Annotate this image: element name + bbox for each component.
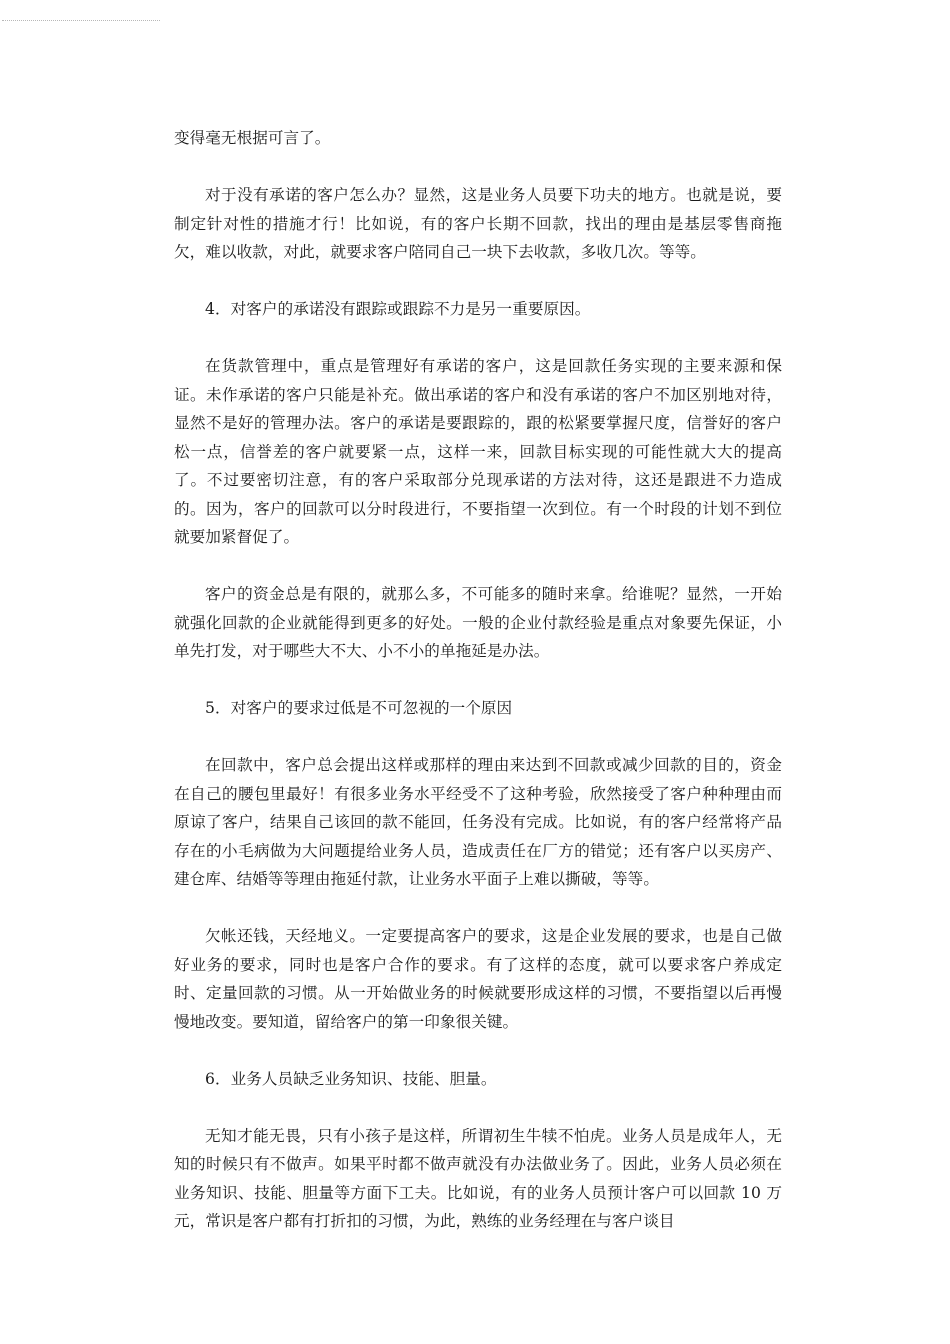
paragraph-gap xyxy=(174,666,782,695)
paragraph: 在回款中，客户总会提出这样或那样的理由来达到不回款或减少回款的目的，资金在自己的腰包里最好！有很多业务水平经受不了这种考验，欣然接受了客户种种理由而原谅了客户，结果自己该回的款不能回，任务没有完成。比如说，有的客户经常将产品存在的小毛病做为大问题提给业务人员，造成责任在厂方的错觉；还有客户以买房产、建仓库、结婚等等理由拖延付款，让业务水平面子上难以撕破，等等。 xyxy=(174,756,782,888)
section-heading: 5．对客户的要求过低是不可忽视的一个原因 xyxy=(205,699,513,717)
paragraph-gap xyxy=(174,1093,782,1122)
section-heading: 4．对客户的承诺没有跟踪或跟踪不力是另一重要原因。 xyxy=(205,300,591,318)
paragraph: 对于没有承诺的客户怎么办？显然，这是业务人员要下功夫的地方。也就是说，要制定针对性的措施才行！比如说，有的客户长期不回款，找出的理由是基层零售商拖欠，难以收款，对此，就要求客户陪同自己一块下去收款，多收几次。等等。 xyxy=(174,186,782,261)
paragraph-gap xyxy=(174,267,782,296)
paragraph-gap xyxy=(174,552,782,581)
page-header-rule xyxy=(2,20,160,22)
paragraph: 无知才能无畏，只有小孩子是这样，所谓初生牛犊不怕虎。业务人员是成年人，无知的时候只有不做声。如果平时都不做声就没有办法做业务了。因此，业务人员必须在业务知识、技能、胆量等方面下工夫。比如说，有的业务人员预计客户可以回款 10 万元，常识是客户都有打折扣的习惯，为此，熟练的业务经理在与客户谈目 xyxy=(174,1126,782,1230)
paragraph: 欠帐还钱，天经地义。一定要提高客户的要求，这是企业发展的要求，也是自己做好业务的要求，同时也是客户合作的要求。有了这样的态度，就可以要求客户养成定时、定量回款的习惯。从一开始做业务的时候就要形成这样的习惯，不要指望以后再慢慢地改变。要知道，留给客户的第一印象很关键。 xyxy=(174,927,782,1031)
paragraph-gap xyxy=(174,1036,782,1065)
paragraph: 客户的资金总是有限的，就那么多，不可能多的随时来拿。给谁呢？显然，一开始就强化回款的企业就能得到更多的好处。一般的企业付款经验是重点对象要先保证，小单先打发，对于哪些大不大、小不小的单拖延是办法。 xyxy=(174,585,782,660)
paragraph-gap xyxy=(174,153,782,182)
paragraph-gap xyxy=(174,324,782,353)
section-heading: 6．业务人员缺乏业务知识、技能、胆量。 xyxy=(205,1069,497,1088)
paragraph: 在货款管理中，重点是管理好有承诺的客户，这是回款任务实现的主要来源和保证。未作承诺的客户只能是补充。做出承诺的客户和没有承诺的客户不加区别地对待，显然不是好的管理办法。客户的承诺是要跟踪的，跟的松紧要掌握尺度，信誉好的客户松一点，信誉差的客户就要紧一点，这样一来，回款目标实现的可能性就大大的提高了。不过要密切注意，有的客户采取部分兑现承诺的方法对待，这还是跟进不力造成的。因为，客户的回款可以分时段进行，不要指望一次到位。有一个时段的计划不到位就要加紧督促了。 xyxy=(174,357,782,546)
document-body xyxy=(174,124,782,1236)
paragraph-gap xyxy=(174,723,782,752)
paragraph: 变得毫无根据可言了。 xyxy=(174,129,331,147)
paragraph-gap xyxy=(174,894,782,923)
